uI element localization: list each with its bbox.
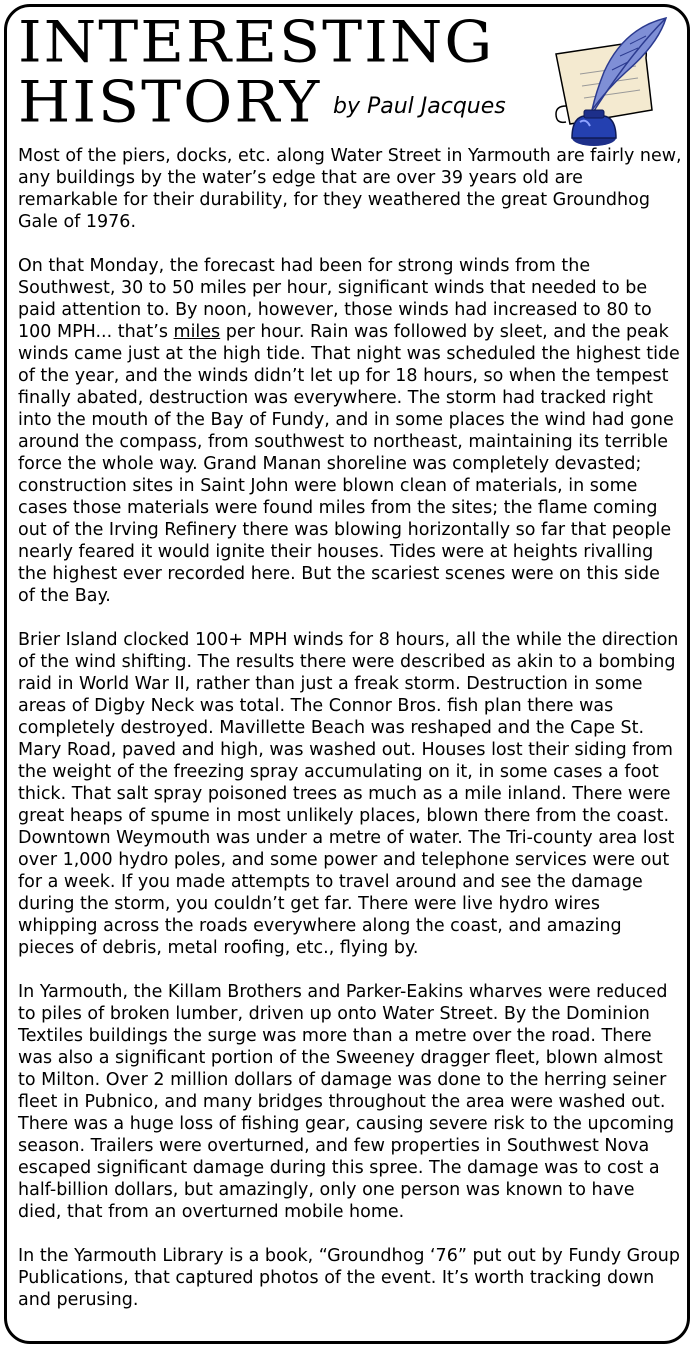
paragraph-2-end: per hour. Rain was followed by sleet, and the peak winds came just at the high tide. That night was scheduled the highest tide of the year, and the winds didn’t let up for 18 hours, so when the tempest finally abated, destruction was everywhere. The storm had tracked right into the mouth of the Bay of Fundy, and in some places the wind had gone around the compass, from southwest to northeast, maintaining its terrible force the whole way. Grand Manan shoreline was completely devasted; construction sites in Saint John were blown clean of materials, in some cases those materials were found miles from the sites; the flame coming out of the Irving Refinery there was blowing horizontally so far that people nearly feared it would ignite their houses. Tides were at heights rivalling the highest ever recorded here. But the scariest scenes were on this side of the Bay. bbox=[18, 322, 680, 606]
article-header bbox=[18, 9, 578, 150]
byline: by Paul Jacques bbox=[333, 94, 506, 119]
title-line-1: INTERESTING bbox=[18, 9, 495, 76]
paragraph-5: In the Yarmouth Library is a book, “Groundhog ‘76” put out by Fundy Group Publications, that captured photos of the event. It’s worth tracking down and perusing. bbox=[18, 1246, 680, 1310]
paragraph-3: Brier Island clocked 100+ MPH winds for 8 hours, all the while the direction of the wind shifting. The results there were described as akin to a bombing raid in World War II, rather than just a freak storm. Destruction in some areas of Digby Neck was total. The Connor Bros. fish plan there was completely destroyed. Mavillette Beach was reshaped and the Cape St. Mary Road, paved and high, was washed out. Houses lost their siding from the weight of the freezing spray accumulating on it, in some cases a foot thick. That salt spray poisoned trees as much as a mile inland. There were great heaps of spume in most unlikely places, blown there from the coast. Downtown Weymouth was under a metre of water. The Tri-county area lost over 1,000 hydro poles, and some power and telephone services were out for a week. If you made attempts to travel around and see the damage during the storm, you couldn’t get far. There were live hydro wires whipping across the roads everywhere along the coast, and amazing pieces of debris, metal roofing, etc., flying by. bbox=[18, 630, 679, 958]
paragraph-4: In Yarmouth, the Killam Brothers and Parker-Eakins wharves were reduced to piles of broken lumber, driven up onto Water Street. By the Dominion Textiles buildings the surge was more than a metre over the road. There was also a significant portion of the Sweeney dragger fleet, blown almost to Milton. Over 2 million dollars of damage was done to the herring seiner fleet in Pubnico, and many bridges throughout the area were washed out. There was a huge loss of fishing gear, causing severe risk to the upcoming season. Trailers were overturned, and few properties in Southwest Nova escaped significant damage during this spree. The damage was to cost a half-billion dollars, but amazingly, only one person was known to have died, that from an overturned mobile home. bbox=[18, 982, 675, 1222]
paragraph-1: Most of the piers, docks, etc. along Water Street in Yarmouth are fairly new, any buildings by the water’s edge that are over 39 years old are remarkable for their durability, for they weathered the great Groundhog Gale of 1976. bbox=[18, 146, 682, 232]
paragraph-2-start: On that Monday, the forecast had been for strong winds from the Southwest, 30 to 50 miles per hour, significant winds that needed to be paid attention to. By noon, however, those winds had increased to 80 to 100 MPH... that’s bbox=[18, 256, 652, 342]
article-body bbox=[18, 145, 682, 1333]
emphasis-miles: miles bbox=[173, 322, 221, 342]
paragraph-2 bbox=[18, 255, 682, 607]
title-line-2: HISTORY bbox=[18, 69, 322, 136]
quill-inkwell-icon bbox=[526, 14, 676, 154]
